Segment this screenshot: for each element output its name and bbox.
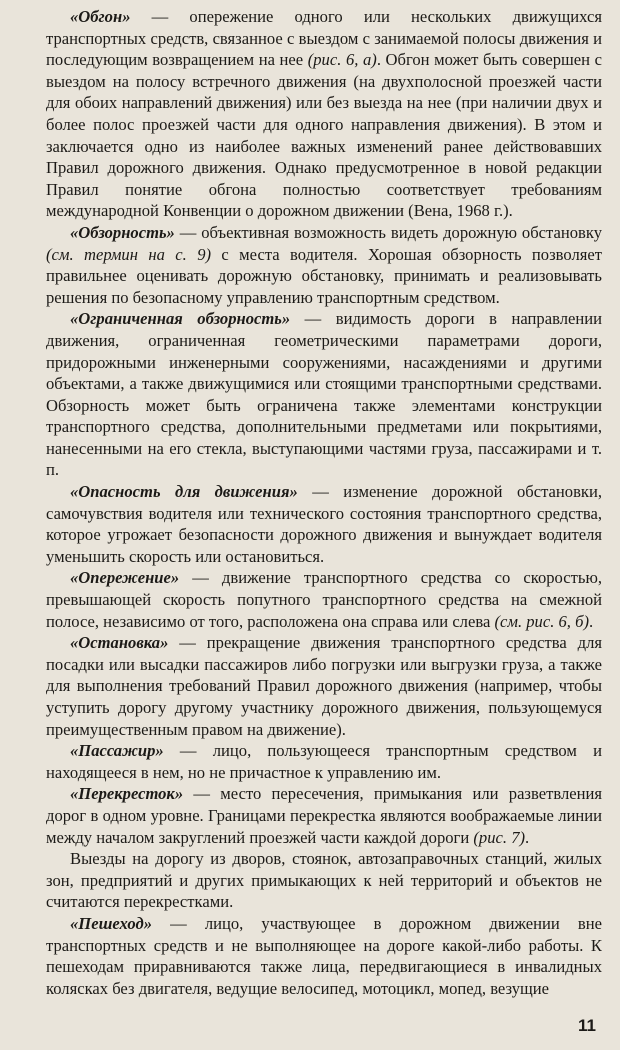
term-heading: «Перекресток» [70, 784, 184, 804]
definition-text: — изменение дорожной обстановки, самочувствия водителя или технического состояния транспортного средства, которое угрожает безопасности дорожного движения и вынуждает водителя уменьшить скорость или остановиться. [46, 482, 602, 566]
definition-text: . [525, 827, 530, 847]
body-text: Выезды на дорогу из дворов, стоянок, автозаправочных станций, жилых зон, предприятий и других примыкающих к ней территорий и объектов не считаются перекрестками. [46, 849, 602, 912]
figure-reference: (рис. 7) [473, 827, 526, 847]
term-heading: «Пассажир» [70, 741, 164, 761]
entry-peshekhod [46, 913, 602, 999]
page-number: 11 [578, 1016, 596, 1035]
glossary-text [46, 6, 602, 999]
term-reference: (см. термин на с. 9) [46, 244, 212, 264]
entry-ostanovka [46, 632, 602, 740]
definition-text: . [588, 611, 594, 631]
entry-obzornost [46, 222, 602, 308]
definition-text: — опережение одного или нескольких движущихся транспортных средств, связанное с выездом с занимаемой полосы движения и последующим возвращением на нее [46, 7, 602, 70]
definition-text: — прекращение движения транспортного средства для посадки или высадки пассажиров либо погрузки или выгрузки груза, а также для выполнения требований Правил дорожного движения (например, чтобы уступить дорогу другому участнику дорожного движения, пользующемуся преимущественным правом на движение). [46, 633, 602, 739]
paragraph-vyezdy [46, 848, 602, 913]
term-heading: «Остановка» [70, 633, 169, 653]
term-heading: «Обгон» [70, 7, 131, 26]
definition-text: — видимость дороги в направлении движения, ограниченная геометрическими параметрами дороги, придорожными инженерными сооружениями, насаждениями и другими объектами, а также движущимися или стоящими транспортными средствами. Обзорность может быть ограничена также элементами конструкции транспортного средства, дополнительными предметами или покрытиями, нанесенными на его стекла, выступающими частями груза, пассажирами и т. п. [46, 309, 602, 480]
figure-reference: (см. рис. 6, б) [494, 611, 589, 631]
figure-reference: (рис. 6, а) [307, 50, 377, 70]
entry-opasnost [46, 481, 602, 567]
entry-perekrestok [46, 783, 602, 848]
term-heading: «Ограниченная обзорность» [70, 309, 291, 329]
entry-ogranichennaya-obzornost [46, 308, 602, 481]
definition-text: — место пересечения, примыкания или разветвления дорог в одном уровне. Границами перекрестка являются воображаемые линии между началом закруглений проезжей части каждой дороги [46, 784, 602, 847]
definition-text: — лицо, участвующее в дорожном движении вне транспортных средств и не выполняющее на дороге какой-либо работы. К пешеходам приравниваются также лица, передвигающиеся в инвалидных колясках без двигателя, ведущие велосипед, мотоцикл, мопед, везущие [46, 913, 602, 998]
definition-text: — лицо, пользующееся транспортным средством и находящееся в нем, но не причастное к управлению им. [46, 741, 602, 782]
entry-operezhenie [46, 567, 602, 632]
entry-passazhir [46, 740, 602, 783]
definition-text: — объективная возможность видеть дорожную обстановку [174, 222, 602, 242]
term-heading: «Обзорность» [70, 222, 175, 242]
term-heading: «Опасность для движения» [70, 482, 298, 502]
definition-text: — движение транспортного средства со скоростью, превышающей скорость попутного транспортного средства на смежной полосе, независимо от того, расположена она справа или слева [46, 568, 602, 631]
definition-text: с места водителя. Хорошая обзорность позволяет правильнее оценивать дорожную обстановку, принимать и реализовывать решения по безопасному управлению транспортным средством. [46, 244, 602, 307]
entry-obgon [46, 6, 602, 222]
term-heading: «Опережение» [70, 568, 180, 588]
term-heading: «Пешеход» [70, 913, 153, 933]
definition-text: . Обгон может быть совершен с выездом на полосу встречного движения (на двухполосной проезжей части для обоих направлений движения) или без выезда на нее (при наличии двух и более полос проезжей части для одного направления движения). В этом и заключается одно из наиболее важных изменений ранее действовавших Правил дорожного движения. Однако предусмотренное в новой редакции Правил понятие обгона полностью соответствует требованиям международной Конвенции о дорожном движении (Вена, 1968 г.). [46, 50, 603, 221]
